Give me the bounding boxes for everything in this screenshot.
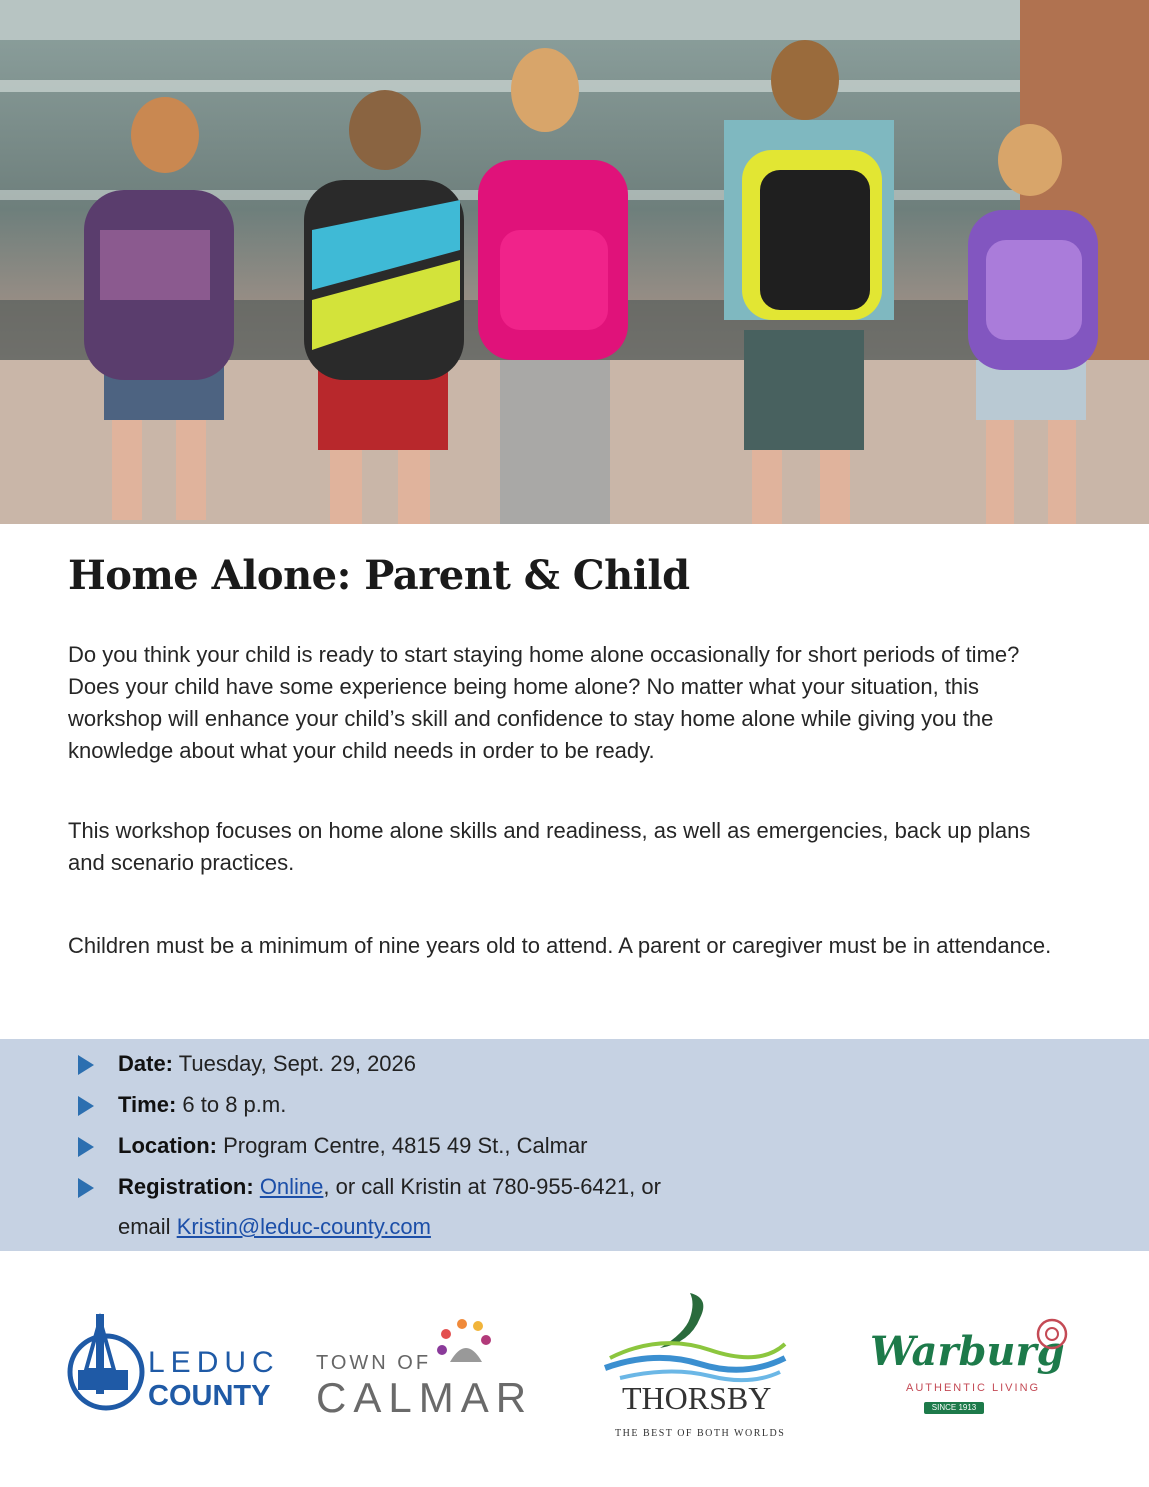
online-registration-link[interactable]: Online — [259, 1174, 324, 1199]
leduc-word: LEDUC — [148, 1346, 280, 1379]
thorsby-logo — [600, 1288, 790, 1448]
time-value: 6 to 8 p.m. — [182, 1092, 287, 1117]
oil-derrick-icon — [66, 1310, 146, 1420]
calmar-word: CALMAR — [316, 1374, 534, 1421]
intro-paragraph: Do you think your child is ready to start staying home alone occasionally for short periods of time? Does your child have some experience being home alone? No matter what your situation, this workshop will enhance your child’s skill and confidence to stay home alone while giving you the knowledge about what your child needs in order to be ready. — [68, 642, 1020, 763]
children-with-backpacks-illustration — [0, 0, 1149, 524]
thorsby-word: THORSBY — [622, 1380, 772, 1416]
location-label: Location: — [118, 1133, 217, 1158]
registration-phone-text: , or call Kristin at 780-955-6421, or — [323, 1174, 661, 1199]
email-link[interactable]: Kristin@leduc-county.com — [176, 1214, 431, 1239]
warburg-tagline: AUTHENTIC LIVING — [906, 1382, 1041, 1394]
flower-icon — [426, 1314, 506, 1374]
focus-paragraph: This workshop focuses on home alone skills and readiness, as well as emergencies, back up plans and scenario practices. — [68, 818, 1031, 875]
page-title: Home Alone: Parent & Child — [68, 552, 690, 599]
thorsby-tagline: THE BEST OF BOTH WORLDS — [615, 1428, 786, 1439]
leduc-county-logo — [66, 1310, 280, 1420]
location-value: Program Centre, 4815 49 St., Calmar — [223, 1133, 588, 1158]
bullet-arrow-icon — [78, 1055, 94, 1075]
date-label: Date: — [118, 1051, 174, 1076]
bullet-arrow-icon — [78, 1096, 94, 1116]
requirements-paragraph: Children must be a minimum of nine years old to attend. A parent or caregiver must be in attendance. — [68, 933, 1052, 958]
rose-icon — [1034, 1316, 1070, 1352]
town-of-calmar-logo — [316, 1316, 534, 1426]
swan-wave-icon — [600, 1288, 790, 1383]
warburg-since-badge: SINCE 1913 — [924, 1402, 984, 1414]
partner-logos — [0, 1280, 1149, 1470]
bullet-arrow-icon — [78, 1178, 94, 1198]
county-word: COUNTY — [148, 1380, 271, 1412]
warburg-logo — [866, 1314, 1076, 1424]
time-label: Time: — [118, 1092, 177, 1117]
registration-email-prefix: email — [118, 1214, 177, 1239]
date-value: Tuesday, Sept. 29, 2026 — [178, 1051, 417, 1076]
registration-label: Registration: — [118, 1174, 254, 1199]
town-of-word: TOWN OF — [316, 1352, 432, 1374]
bullet-arrow-icon — [78, 1137, 94, 1157]
hero-photo — [0, 0, 1149, 524]
warburg-word: Warburg — [870, 1328, 1065, 1375]
